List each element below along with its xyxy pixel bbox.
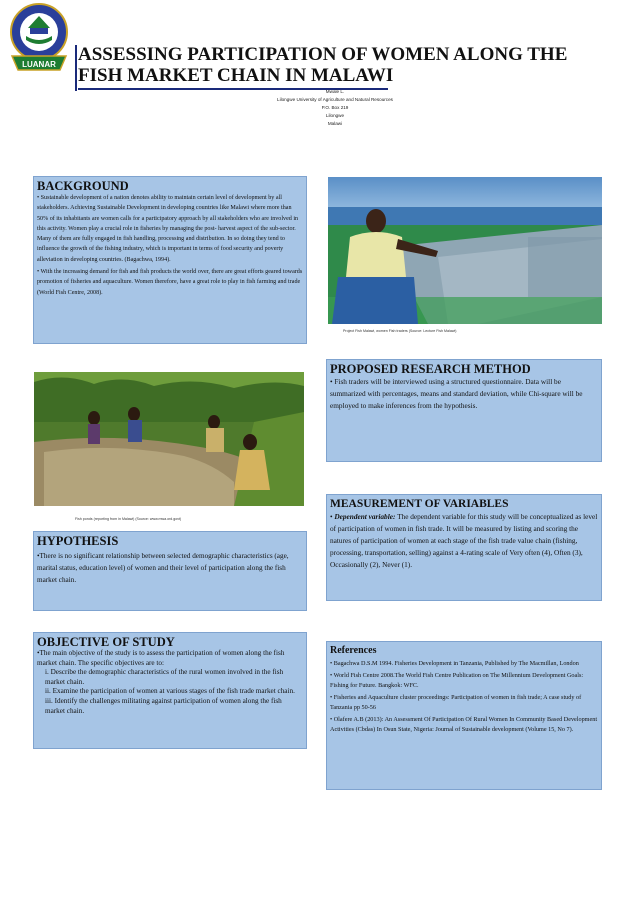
objective-item-1: i. Describe the demographic characteristics of the rural women involved in the fish market chain. [45,668,284,686]
research-method-heading: PROPOSED RESEARCH METHOD [330,362,531,376]
author-country: Malawi [327,121,343,126]
title-accent-bar [75,45,77,91]
objective-section [33,632,307,749]
reference-item-1: • Bagachwa D.S.M 1994. Fisheries Development in Tanzania, Published by The Macmillan, London [330,660,579,667]
research-method-section [326,359,602,462]
background-paragraph-1: • Sustainable development of a nation denotes ability to maintain certain level of development by all stakeholders. Achieving Sustainable Development in developing countries like Malawi where more than 50% of its inhabitants are women calls for a participatory approach by all stakeholders who are involved in this activity. Women play a crucial role in fisheries by managing the post- harvest aspect of the sub-sector. Many of them are fully engaged in fish handling, processing and distribution. In so doing they tend to influence the growth of the fishing industry, which is important in terms of food security and poverty alleviation in developing countries. (Bagachwa, 1994). [37,195,299,263]
reference-item-2: • World Fish Centre 2008.The World Fish Centre Publication on The Millennium Development Goals: Fishing for Future. Bangkok: WFC. [330,672,584,689]
page-title [78,44,567,86]
background-section [33,176,307,344]
photo-1-caption: Project Fish Malawi, women Fish traders (Source: Lecture Fish Malawi) [343,329,457,333]
references-heading: References [330,645,377,656]
author-institution: Lilongwe University of Agriculture and Natural Resources [277,97,393,102]
measurement-section [326,494,602,601]
author-block [250,88,420,128]
research-method-text: • Fish traders will be interviewed using a structured questionnaire. Data will be summarized with percentages, means and standard deviation, while Chi-square will be employed to make inferences from the hypothesis. [330,377,583,410]
author-address: P.O. Box 219 [321,105,349,110]
references-section [326,641,602,790]
hypothesis-heading: HYPOTHESIS [37,534,119,548]
measurement-body: The dependent variable for this study will be conceptualized as level of participation of women in fish trade. It will be measured by listing and scoring the natures of participation of women at each stage of the fish trade value chain (fishing, processing, transportation, selling) against a 4-rating scale of Very often (4), Often (3), Occasionally (2), Never (1). [330,512,598,569]
background-paragraph-2: • With the increasing demand for fish and fish products the world over, there are great efforts geared towards promotion of fisheries and aquaculture. Women therefore, have a great role to play in fish farming and trade (World Fish Centre, 2008). [37,269,303,296]
objective-heading: OBJECTIVE OF STUDY [37,635,175,649]
reference-item-4: • Olafere A.B (2013): An Assessment Of Participation Of Rural Women In Community Based Development Activities (Cbdas) In Osun State, Nigeria: Journal of Sustainable development (Volume 15, No 7). [330,716,598,733]
objective-intro: •The main objective of the study is to assess the participation of women along the fish market chain. The specific objectives are to: [37,649,285,667]
university-logo [6,2,72,80]
author-name: Mwale L. [325,89,345,94]
objective-item-2: ii. Examine the participation of women at various stages of the fish trade market chain. [45,687,295,696]
title-line-2: FISH MARKET CHAIN IN MALAWI [78,65,394,86]
background-heading: BACKGROUND [37,179,129,193]
hypothesis-text: •There is no significant relationship between selected demographic characteristics (age, marital status, education level) of women and their level of participation along the fish market chain. [37,552,289,584]
author-city: Lilongwe [325,113,345,118]
measurement-text: • Dependent variable: The dependent variable for this study will be conceptualized as level of participation of women in fish trade. It will be measured by listing and scoring the natures of participation of women at each stage of the fish trade value chain (fishing, processing, transportation, selling) against a 4-rating scale of Very often (4), Often (3), Occasionally (2), Never (1). [330,512,598,569]
reference-item-3: • Fisheries and Aquaculture cluster proceedings: Participation of women in fish trade; A case study of Tanzania pp 50-56 [330,694,582,711]
title-line-1: ASSESSING PARTICIPATION OF WOMEN ALONG THE [78,44,568,65]
logo-word: LUANAR [22,60,56,69]
hypothesis-section [33,531,307,611]
measurement-lead: Dependent variable: [334,512,396,521]
photo-2-caption: Fish ponds (reporting from in Malawi) (Source: www.mwa.ord.govt) [75,517,182,521]
objective-item-3: iii. Identify the challenges militating against participation of women along the fish market chain. [45,696,282,715]
fish-pond-photo [34,372,304,506]
fish-drying-photo [328,177,602,324]
measurement-heading: MEASUREMENT OF VARIABLES [330,498,509,510]
